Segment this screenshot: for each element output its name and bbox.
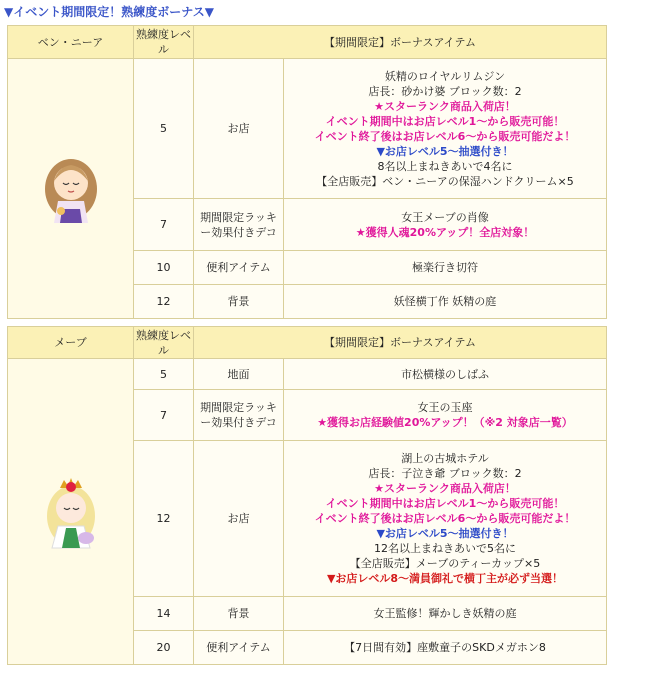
item-cell <box>284 359 607 390</box>
item-line: 店長：子泣き爺 ブロック数：2 <box>368 467 522 480</box>
category-cell: 便利アイテム <box>194 251 284 285</box>
level-cell: 5 <box>134 359 194 390</box>
level-cell: 14 <box>134 597 194 631</box>
item-line: ▼お店レベル5～抽選付き！ <box>376 527 514 540</box>
category-cell: 背景 <box>194 285 284 319</box>
ben-nia-avatar-icon <box>36 149 106 229</box>
item-line: 妖精のロイヤルリムジン <box>384 69 506 83</box>
level-header: 熟練度レベル <box>134 327 194 359</box>
item-line: 湖上の古城ホテル <box>401 452 489 465</box>
maeve-avatar-icon <box>36 472 106 552</box>
character-avatar-cell <box>8 59 134 319</box>
item-line: ▼お店レベル5～抽選付き！ <box>376 144 514 158</box>
category-cell: お店 <box>194 441 284 597</box>
item-cell <box>284 59 607 199</box>
item-line: 店長：砂かけ婆 ブロック数：2 <box>368 84 522 98</box>
level-cell: 7 <box>134 390 194 441</box>
item-header: 【期間限定】ボーナスアイテム <box>194 327 607 359</box>
item-header: 【期間限定】ボーナスアイテム <box>194 26 607 59</box>
item-cell <box>284 251 607 285</box>
category-cell: 期間限定ラッキー効果付きデコ <box>194 390 284 441</box>
item-line: 女王の玉座 <box>417 401 473 414</box>
item-line: イベント終了後はお店レベル6～から販売可能だよ！ <box>314 512 576 525</box>
item-cell <box>284 199 607 251</box>
item-line: イベント期間中はお店レベル1～から販売可能！ <box>325 497 565 510</box>
item-line: ★スターランク商品入荷店！ <box>374 482 516 495</box>
category-cell: 便利アイテム <box>194 631 284 665</box>
item-line: 【7日間有効】座敷童子のSKDメガホン8 <box>344 641 546 654</box>
level-cell: 5 <box>134 59 194 199</box>
item-cell <box>284 597 607 631</box>
item-line: イベント期間中はお店レベル1～から販売可能！ <box>325 114 565 128</box>
level-cell: 12 <box>134 285 194 319</box>
character-avatar-cell <box>8 359 134 665</box>
item-line: 女王監修！輝かしき妖精の庭 <box>373 607 517 620</box>
item-line: 12名以上まねきあいで5名に <box>374 542 516 555</box>
item-line: 妖怪横丁作 妖精の庭 <box>393 295 497 308</box>
category-cell: 背景 <box>194 597 284 631</box>
page-heading: ▼イベント期間限定！熟練度ボーナス▼ <box>4 5 214 19</box>
item-cell <box>284 285 607 319</box>
level-cell: 20 <box>134 631 194 665</box>
bonus-table-ben-nia <box>7 25 607 319</box>
item-line: ★スターランク商品入荷店！ <box>374 99 516 113</box>
character-name-cell: ベン・ニーア <box>8 26 134 59</box>
bonus-table-maeve <box>7 326 607 665</box>
level-header: 熟練度レベル <box>134 26 194 59</box>
item-line: ▼お店レベル8～満員御礼で横丁主が必ず当選！ <box>326 572 564 585</box>
item-cell <box>284 390 607 441</box>
category-cell: 地面 <box>194 359 284 390</box>
item-cell <box>284 631 607 665</box>
level-cell: 7 <box>134 199 194 251</box>
category-cell: 期間限定ラッキー効果付きデコ <box>194 199 284 251</box>
item-line: ★獲得人魂20%アップ！全店対象！ <box>355 225 535 239</box>
character-name-cell: メーブ <box>8 327 134 359</box>
item-line: イベント終了後はお店レベル6～から販売可能だよ！ <box>314 129 576 143</box>
item-line: ★獲得お店経験値20%アップ！（※2 対象店一覧） <box>317 416 573 429</box>
category-cell: お店 <box>194 59 284 199</box>
item-line: 市松横様のしばふ <box>401 367 489 381</box>
level-cell: 12 <box>134 441 194 597</box>
item-line: 女王メーブの肖像 <box>401 210 489 224</box>
item-cell <box>284 441 607 597</box>
item-line: 【全店販売】ベン・ニーアの保湿ハンドクリーム×5 <box>316 174 574 188</box>
level-cell: 10 <box>134 251 194 285</box>
item-line: 8名以上まねきあいで4名に <box>377 159 513 173</box>
item-line: 極楽行き切符 <box>412 261 478 274</box>
item-line: 【全店販売】メーブのティーカップ×5 <box>349 557 541 570</box>
